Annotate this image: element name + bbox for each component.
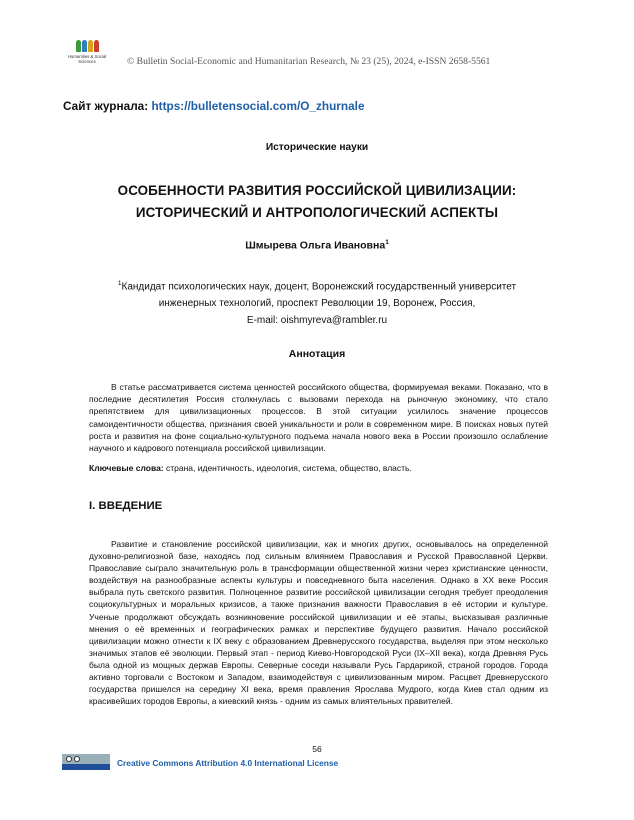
- author: [0, 239, 634, 252]
- intro-heading: I. ВВЕДЕНИЕ: [89, 500, 163, 512]
- cc-icon: [62, 754, 110, 764]
- title-line-1: ОСОБЕННОСТИ РАЗВИТИЯ РОССИЙСКОЙ ЦИВИЛИЗАЦИИ:: [117, 183, 517, 198]
- title-line-2: ИСТОРИЧЕСКИЙ И АНТРОПОЛОГИЧЕСКИЙ АСПЕКТЫ: [135, 205, 499, 220]
- logo-figures-icon: [62, 40, 112, 54]
- author-name: Шмырева Ольга Ивановна: [245, 239, 386, 252]
- affiliation-line-1-text: Кандидат психологических наук, доцент, Воронежский государственный университет: [121, 281, 517, 293]
- abstract-heading: Аннотация: [288, 348, 346, 360]
- site-label: Сайт журнала:: [63, 99, 152, 113]
- article-title: [60, 180, 574, 224]
- journal-logo: [62, 40, 112, 64]
- affiliation-sup: 1: [117, 280, 122, 287]
- affiliation: [70, 275, 564, 329]
- keywords-list: страна, идентичность, идеология, система, общество, власть.: [163, 463, 412, 473]
- journal-citation: © Bulletin Social-Economic and Humanitarian Research, № 23 (25), 2024, e-ISSN 2658-5561: [127, 56, 491, 67]
- logo-text-line2: Sciences: [78, 59, 96, 64]
- section-label: Исторические науки: [265, 142, 369, 153]
- keywords: [89, 462, 548, 474]
- author-sup: 1: [385, 239, 389, 246]
- page-number: 56: [312, 744, 322, 754]
- site-link[interactable]: https://bulletensocial.com/O_zhurnale: [151, 99, 365, 113]
- author-email[interactable]: E-mail: oishmyreva@rambler.ru: [246, 315, 388, 327]
- intro-text: Развитие и становление российской цивилизации, как и многих других, основывалось на определенной духовно-религиозной базе, находясь под сильным влиянием Православия и Русской Православной Церкви. Православие сыграло значительную роль в трансформации общественной жизни через христианские ценности, воздействуя на разнообразные аспекты культуры и повседневного быта населения. Однако в ХХ веке Россия выбрала путь светского развития. Полноценное развитие российской цивилизации сегодня требует преодоления социокультурных и моральных кризисов, а также признания важности Православия в её истории и культуре. Ученые продолжают обсуждать возникновение российской цивилизации и её этапы, высказывая различные мнения о её временных и географических рамках и перспективе будущего развития. Начало российской цивилизации можно отнести к IX веку с образованием Древнерусского государства, выделяя при этом несколько значимых этапов её эволюции. Первый этап - период Киево-Новгородской Руси (IX–XII века), когда Древняя Русь была одной из мощных держав Европы. Северные соседи называли Русь Гардарикой, страной городов. Города активно торговали с Востоком и Западом, взаимодействуя с цивилизованным миром. Расцвет Древнерусского государства пришелся на середину XI века, время правления Ярослава Мудрого, когда Киев стал одним из красивейших городов Европы, а киевский князь - одним из самых влиятельных правителей.: [89, 539, 548, 707]
- journal-site: [63, 99, 365, 113]
- logo-text-line1: Humanities & Social: [67, 54, 107, 59]
- keywords-label: Ключевые слова:: [89, 463, 164, 473]
- affiliation-line-1: [70, 275, 564, 295]
- license-link[interactable]: Creative Commons Attribution 4.0 International License: [117, 758, 339, 768]
- cc-by-badge[interactable]: [62, 754, 110, 770]
- affiliation-line-2: инженерных технологий, проспект Революции 19, Воронеж, Россия,: [158, 298, 476, 310]
- abstract-text: В статье рассматривается система ценностей российского общества, формируемая веками. Показано, что в последние десятилетия Россия столкнулась с вызовами перехода на рыночную экономику, что стало препятствием для цивилизационных процессов. В этой ситуации усилилось значение процессов самоидентичности общества, признания своей уникальности и роли в современном мире. В поисках новых путей роста и развития на фоне социально-культурного подъема начала нового века в России произошло ослабление научного и кадрового потенциала российской цивилизации.: [89, 382, 548, 454]
